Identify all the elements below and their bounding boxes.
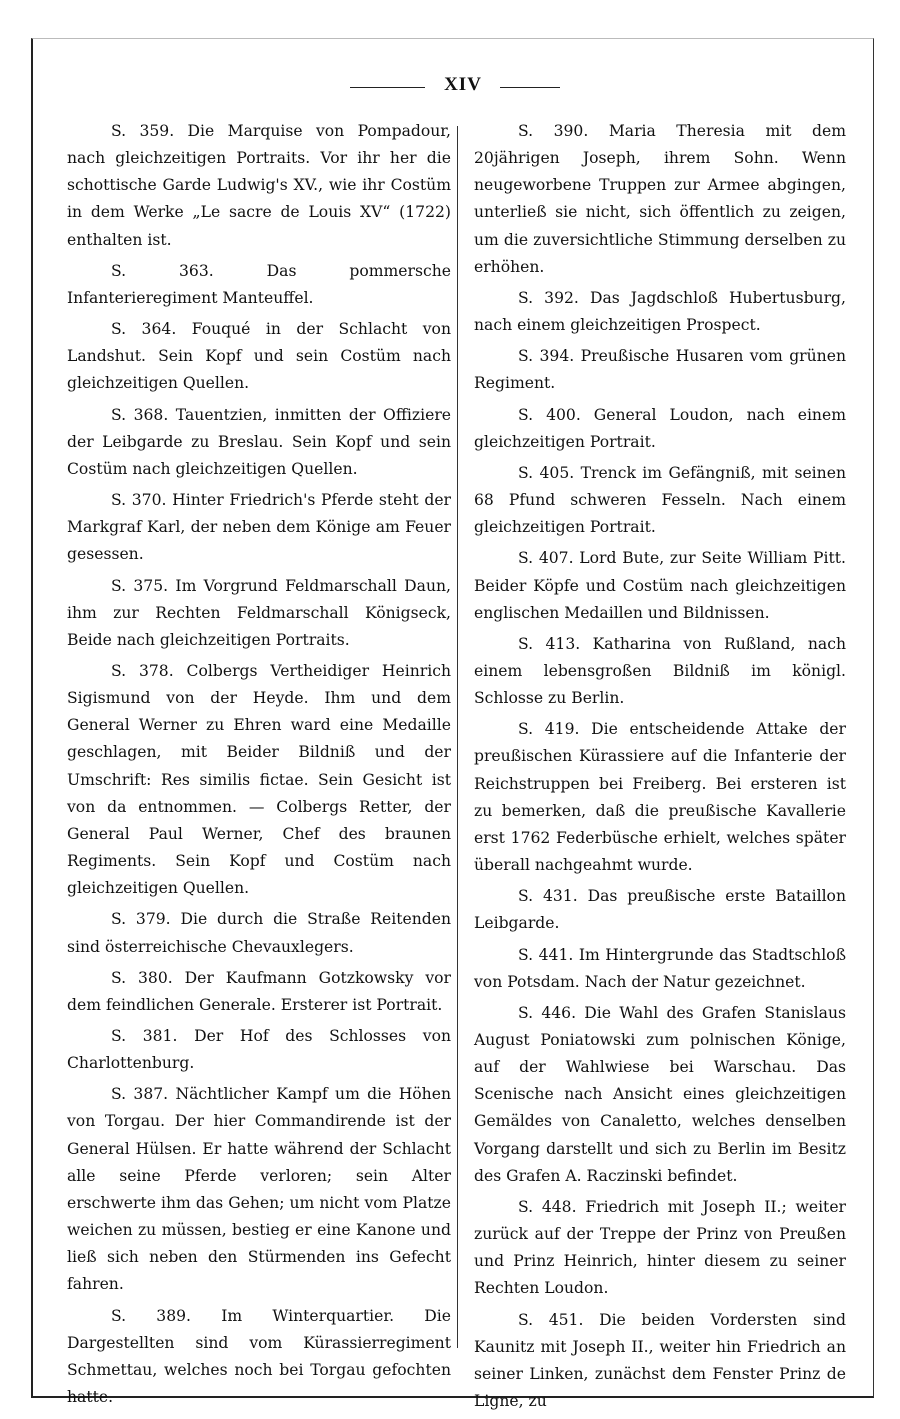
entry-ref: S. 405.: [518, 463, 575, 482]
entry-s364: [67, 316, 451, 397]
entry-s446: [474, 1000, 846, 1190]
entry-text: Der Hof des Schlosses von Charlottenburg.: [67, 1027, 452, 1073]
entry-ref: S. 379.: [111, 910, 171, 929]
entry-text: Preußische Husaren vom grünen Regiment.: [474, 347, 846, 393]
entry-text: Die entscheidende Attake der preußischen Kürassiere auf die Infanterie der Reichstruppen bei Freiberg. Bei ersteren ist zu bemerken, daß die preußische Kavallerie erst 1762 Federbüsche erhielt, welches später überall nachgeahmt wurde.: [474, 720, 846, 875]
left-column: [67, 118, 451, 1415]
entry-s387: [67, 1081, 451, 1298]
entry-text: Das pommersche Infanterieregiment Manteuffel.: [67, 261, 451, 307]
entry-s394: [474, 343, 846, 397]
entry-s359: [67, 118, 451, 254]
entry-s392: [474, 285, 846, 339]
entry-ref: S. 390.: [518, 122, 589, 140]
entry-s370: [67, 487, 451, 568]
entry-s441: [474, 942, 846, 996]
entry-s368: [67, 402, 451, 483]
entry-s390: [474, 118, 846, 281]
entry-ref: S. 419.: [518, 720, 580, 739]
entry-text: Nächtlicher Kampf um die Höhen von Torgau. Der hier Commandirende ist der General Hülsen. Er hatte während der Schlacht alle seine Pferde verloren; sein Alter erschwerte ihm das Gehen; um nicht vom Platze weichen zu müssen, bestieg er eine Kanone und ließ sich neben den Stürmenden ins Gefecht fahren.: [67, 1085, 451, 1294]
entry-ref: S. 370.: [111, 491, 167, 510]
entry-ref: S. 368.: [111, 405, 169, 424]
entry-text: Der Kaufmann Gotzkowsky vor dem feindlichen Generale. Ersterer ist Portrait.: [67, 968, 451, 1014]
entry-s407: [474, 545, 846, 626]
entry-text: Trenck im Gefängniß, mit seinen 68 Pfund schweren Fesseln. Nach einem gleichzeitigen Portrait.: [474, 463, 846, 537]
entry-text: Die Marquise von Pompadour, nach gleichzeitigen Portraits. Vor ihr her die schottische Garde Ludwig's XV., wie ihr Costüm in dem Werke „Le sacre de Louis XV“ (1722) enthalten ist.: [67, 122, 451, 249]
entry-text: Fouqué in der Schlacht von Landshut. Sein Kopf und sein Costüm nach gleichzeitigen Quellen.: [67, 320, 451, 393]
entry-ref: S. 389.: [111, 1306, 192, 1325]
entry-ref: S. 451.: [518, 1310, 584, 1329]
page-header: [0, 72, 900, 102]
entry-text: Katharina von Rußland, nach einem lebensgroßen Bildniß im königl. Schlosse zu Berlin.: [474, 634, 846, 708]
entry-ref: S. 448.: [518, 1197, 577, 1216]
entry-text: Maria Theresia mit dem 20jährigen Joseph, ihrem Sohn. Wenn neugeworbene Truppen zur Armee abgingen, unterließ sie nicht, sich öffentlich zu zeigen, um die zuversichtliche Stimmung derselben zu erhöhen.: [474, 122, 846, 276]
entry-ref: S. 446.: [518, 1003, 577, 1022]
entry-text: Lord Bute, zur Seite William Pitt. Beider Köpfe und Costüm nach gleichzeitigen englischen Medaillen und Bildnissen.: [474, 549, 846, 622]
entry-s431: [474, 883, 846, 937]
entry-s378: [67, 658, 451, 902]
entry-ref: S. 363.: [111, 261, 214, 280]
header-rule-right: [500, 87, 560, 88]
entry-ref: S. 407.: [518, 549, 574, 568]
entry-s375: [67, 573, 451, 654]
page-number: XIV: [444, 74, 482, 95]
entry-ref: S. 380.: [111, 968, 173, 987]
entry-s389: [67, 1303, 451, 1412]
entry-ref: S. 378.: [111, 661, 174, 680]
entry-s381: [67, 1023, 451, 1077]
entry-s405: [474, 460, 846, 541]
entry-ref: S. 375.: [111, 576, 169, 595]
entry-s363: [67, 258, 451, 312]
entry-text: Tauentzien, inmitten der Offiziere der Leibgarde zu Breslau. Sein Kopf und sein Costüm nach gleichzeitigen Quellen.: [67, 405, 451, 478]
entry-text: Die Wahl des Grafen Stanislaus August Poniatowski zum polnischen Könige, auf der Wahlwiese bei Warschau. Das Scenische nach Ansicht eines gleichzeitigen Gemäldes von Canaletto, welches denselben Vorgang darstellt und sich zu Berlin im Besitz des Grafen A. Raczinski befindet.: [474, 1003, 846, 1185]
entry-ref: S. 387.: [111, 1085, 169, 1104]
entry-text: Das Jagdschloß Hubertusburg, nach einem gleichzeitigen Prospect.: [474, 288, 846, 335]
entry-ref: S. 441.: [518, 945, 574, 964]
right-column: [474, 118, 846, 1419]
entry-s379: [67, 906, 451, 960]
entry-text: Colbergs Vertheidiger Heinrich Sigismund von der Heyde. Ihm und dem General Werner zu Ehren ward eine Medaille geschlagen, mit Beider Bildniß und der Umschrift: Res similis fictae. Sein Gesicht ist von da entnommen. — Colbergs Retter, der General Paul Werner, Chef des braunen Regiments. Sein Kopf und Costüm nach gleichzeitigen Quellen.: [67, 661, 451, 898]
entry-text: Hinter Friedrich's Pferde steht der Markgraf Karl, der neben dem Könige am Feuer gesessen.: [67, 491, 452, 564]
entry-text: Die durch die Straße Reitenden sind österreichische Chevauxlegers.: [67, 910, 451, 956]
entry-text: Im Winterquartier. Die Dargestellten sind vom Kürassierregiment Schmettau, welches noch bei Torgau gefochten hatte.: [67, 1306, 451, 1407]
entry-s448: [474, 1194, 846, 1303]
entry-ref: S. 392.: [518, 288, 579, 307]
column-divider: [457, 126, 458, 1348]
entry-ref: S. 394.: [518, 347, 575, 366]
entry-ref: S. 359.: [111, 122, 175, 140]
header-rule-left: [350, 87, 425, 88]
entry-s419: [474, 716, 846, 879]
entry-text: Friedrich mit Joseph II.; weiter zurück auf der Treppe der Prinz von Preußen und Prinz Heinrich, hinter diesem zu seiner Rechten Loudon.: [474, 1197, 847, 1298]
entry-ref: S. 381.: [111, 1027, 178, 1045]
entry-ref: S. 413.: [518, 634, 581, 653]
entry-text: Im Vorgrund Feldmarschall Daun, ihm zur Rechten Feldmarschall Königseck, Beide nach gleichzeitigen Portraits.: [67, 576, 451, 649]
entry-text: Die beiden Vordersten sind Kaunitz mit Joseph II., weiter hin Friedrich an seiner Linken, zunächst dem Fenster Prinz de Ligne, zu: [474, 1310, 846, 1411]
entry-ref: S. 364.: [111, 320, 177, 339]
entry-text: Das preußische erste Bataillon Leibgarde.: [474, 887, 846, 933]
entry-ref: S. 431.: [518, 887, 578, 906]
entry-s400: [474, 402, 846, 456]
entry-text: General Loudon, nach einem gleichzeitigen Portrait.: [474, 405, 846, 451]
entry-s451: [474, 1307, 846, 1416]
entry-s413: [474, 631, 846, 712]
entry-s380: [67, 965, 451, 1019]
entry-text: Im Hintergrunde das Stadtschloß von Potsdam. Nach der Natur gezeichnet.: [474, 945, 846, 991]
entry-ref: S. 400.: [518, 405, 581, 424]
